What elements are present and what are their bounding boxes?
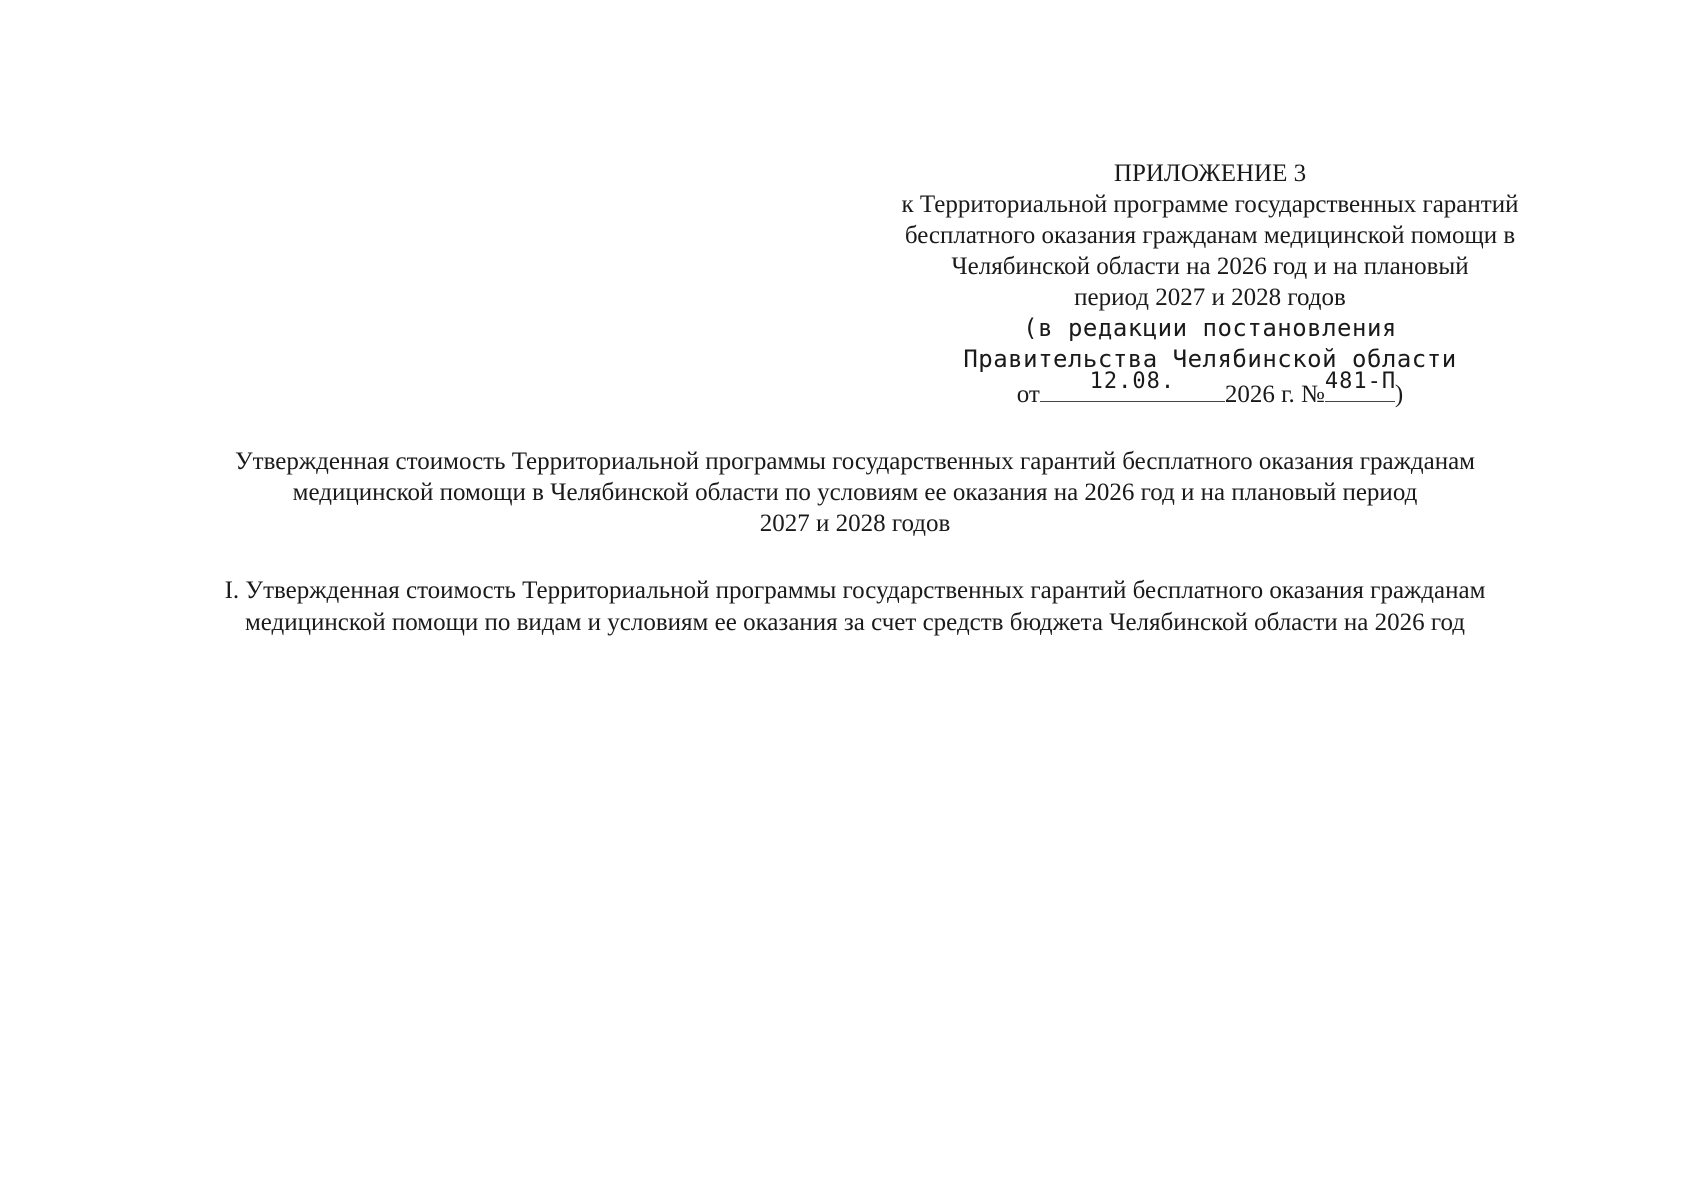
appendix-line: к Территориальной программе государственных гарантий	[901, 191, 1519, 218]
amendment-line: (в редакции постановления	[1023, 314, 1397, 342]
date-value: 12.08.	[1089, 369, 1176, 394]
closing-paren: )	[1394, 381, 1404, 408]
decree-number: 481-П	[1324, 369, 1397, 394]
document-title	[100, 446, 1610, 539]
title-line: 2027 и 2028 годов	[759, 510, 951, 537]
appendix-line: период 2027 и 2028 годов	[1074, 284, 1346, 311]
decree-date-line	[850, 369, 1570, 410]
title-line: медицинской помощи в Челябинской области по условиям ее оказания на 2026 год и на плановый период	[292, 479, 1418, 506]
number-blank	[1324, 369, 1397, 402]
section-line: I. Утвержденная стоимость Территориальной программы государственных гарантий бесплатного оказания гражданам	[224, 577, 1486, 604]
date-blank	[1040, 369, 1225, 402]
date-prefix: от	[1016, 381, 1040, 408]
appendix-block	[850, 158, 1570, 410]
appendix-line: бесплатного оказания гражданам медицинской помощи в	[904, 222, 1516, 249]
section-heading	[100, 575, 1610, 639]
title-line: Утвержденная стоимость Территориальной программы государственных гарантий бесплатного оказания гражданам	[234, 448, 1475, 475]
amendment-line: Правительства Челябинской области	[963, 345, 1457, 373]
appendix-heading: ПРИЛОЖЕНИЕ 3	[1113, 160, 1307, 187]
year-text: 2026 г. №	[1224, 381, 1325, 408]
appendix-line: Челябинской области на 2026 год и на плановый	[951, 253, 1469, 280]
section-line: медицинской помощи по видам и условиям ее оказания за счет средств бюджета Челябинской области на 2026 год	[244, 609, 1466, 636]
